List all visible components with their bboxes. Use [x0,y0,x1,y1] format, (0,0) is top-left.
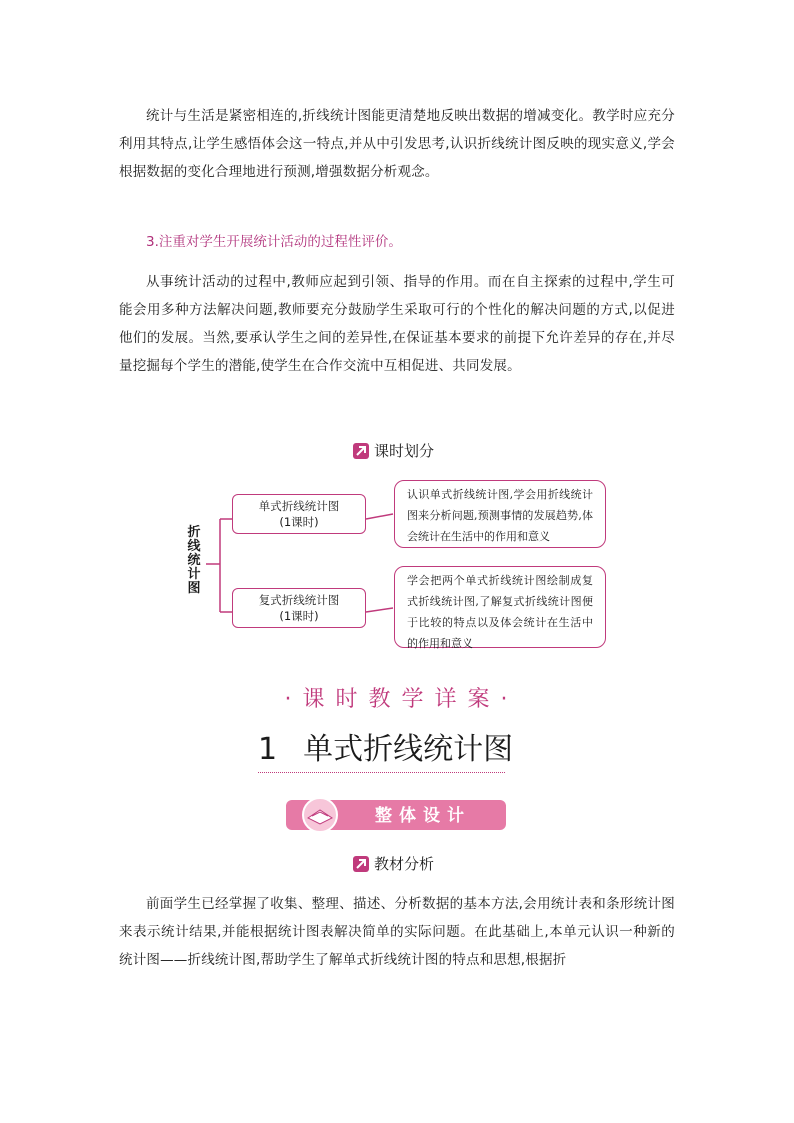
lesson-title-text: 单式折线统计图 [303,732,514,767]
node-compound-line-chart [232,588,366,628]
section-heading-analysis [352,853,434,874]
desc-compound-line-chart: 学会把两个单式折线统计图绘制成复式折线统计图,了解复式折线统计图便于比较的特点以及体会统计在生活中的作用和意义 [394,566,606,648]
lesson-number: 1 [258,732,278,767]
intro-paragraph-2: 从事统计活动的过程中,教师应起到引领、指导的作用。而在自主探索的过程中,学生可能会用多种方法解决问题,教师要充分鼓励学生采取可行的个性化的解决问题的方式,以促进他们的发展。当然,要承认学生之间的差异性,在保证基本要求的前提下允许差异的存在,并尽量挖掘每个学生的潜能,使学生在合作交流中互相促进、共同发展。 [119,274,675,374]
desc-single-line-chart: 认识单式折线统计图,学会用折线统计图来分析问题,预测事情的发展趋势,体会统计在生活中的作用和意义 [394,480,606,548]
intro-paragraph-1: 统计与生活是紧密相连的,折线统计图能更清楚地反映出数据的增减变化。教学时应充分利用其特点,让学生感悟体会这一特点,并从中引发思考,认识折线统计图反映的现实意义,学会根据数据的变化合理地进行预测,增强数据分析观念。 [119,108,675,180]
section-heading-schedule-label: 课时划分 [374,442,435,460]
lesson-title [258,728,513,772]
node-single-line-chart-name: 单式折线统计图 [258,499,340,513]
design-banner-label: 整体设计 [375,806,471,826]
node-compound-line-chart-hours: (1课时) [279,609,319,623]
heading-evaluation: 3.注重对学生开展统计活动的过程性评价。 [146,234,402,250]
section-heading-analysis-label: 教材分析 [374,855,435,873]
node-compound-line-chart-name: 复式折线统计图 [258,593,340,607]
bookmark-icon [352,855,370,873]
lesson-plan-banner: · 课 时 教 学 详 案 · [284,687,510,712]
node-single-line-chart [232,494,366,534]
node-single-line-chart-hours: (1课时) [279,515,319,529]
title-underline [258,772,505,773]
analysis-paragraph: 前面学生已经掌握了收集、整理、描述、分析数据的基本方法,会用统计表和条形统计图来表示统计结果,并能根据统计图表解决简单的实际问题。在此基础上,本单元认识一种新的统计图——折线统计图,帮助学生了解单式折线统计图的特点和思想,根据折 [119,896,675,968]
diagram-root-label: 折线统计图 [187,525,201,596]
